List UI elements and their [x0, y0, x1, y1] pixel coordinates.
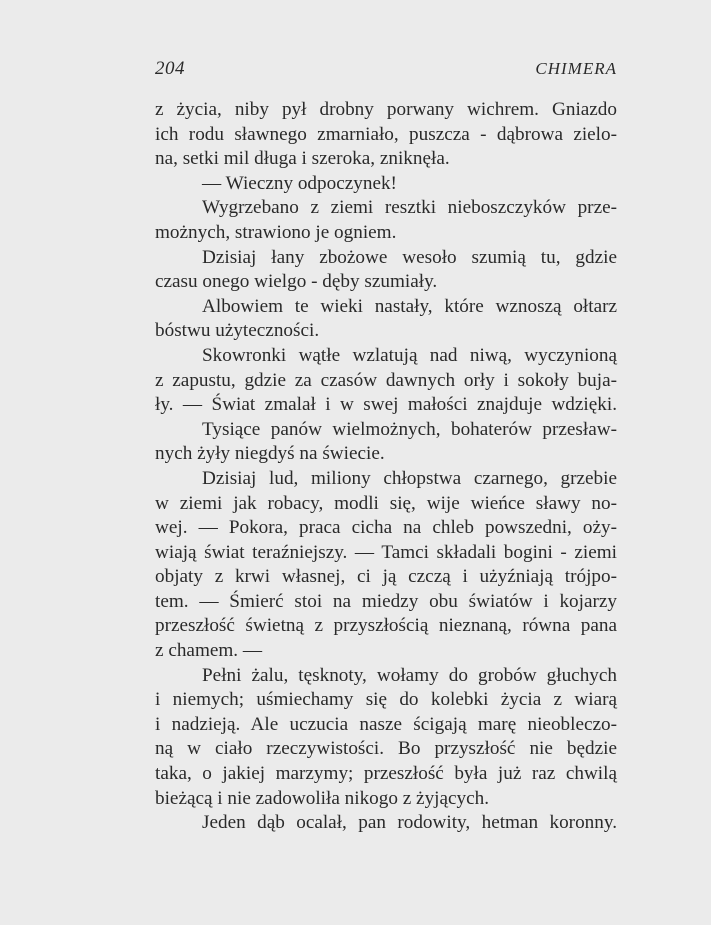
text-line: Albowiem te wieki nastały, które wznoszą ołtarz [202, 295, 617, 317]
text-line: i nadzieją. Ale uczucia nasze ścigają marę nieobleczo- [155, 713, 617, 735]
text-line: z zapustu, gdzie za czasów dawnych orły i sokoły buja- [155, 369, 617, 391]
running-title: CHIMERA [535, 59, 617, 78]
text-line: Pełni żalu, tęsknoty, wołamy do grobów głuchych [202, 664, 617, 686]
running-head [155, 58, 617, 88]
text-line: bóstwu użyteczności. [155, 320, 320, 342]
text-line: bieżącą i nie zadowoliła nikogo z żyjących. [155, 787, 490, 809]
text-line: Dzisiaj łany zbożowe wesoło szumią tu, gdzie [202, 246, 617, 268]
text-line: tem. — Śmierć stoi na miedzy obu światów i kojarzy [155, 590, 617, 612]
body-text [155, 98, 617, 836]
text-line: ich rodu sławnego zmarniało, puszcza - dąbrowa zielo- [155, 123, 617, 145]
text-line: i niemych; uśmiechamy się do kolebki życia z wiarą [155, 689, 617, 711]
text-line: z życia, niby pył drobny porwany wichrem. Gniazdo [155, 99, 617, 120]
text-line: ną w ciało rzeczywistości. Bo przyszłość nie będzie [155, 738, 617, 760]
text-line: czasu onego wielgo - dęby szumiały. [155, 271, 438, 293]
text-line: Wygrzebano z ziemi resztki nieboszczyków prze- [202, 197, 617, 219]
text-line: — Wieczny odpoczynek! [202, 172, 397, 194]
page-number: 204 [155, 58, 185, 79]
text-line: z chamem. — [155, 640, 263, 662]
text-line: wej. — Pokora, praca cicha na chleb powszedni, oży- [155, 517, 617, 539]
text-line: Tysiące panów wielmożnych, bohaterów przesław- [202, 418, 617, 440]
text-line: Skowronki wątłe wzlatują nad niwą, wyczynioną [202, 344, 617, 366]
text-line: możnych, strawiono je ogniem. [155, 221, 397, 243]
book-page [155, 58, 617, 836]
text-line: w ziemi jak robacy, modli się, wije wieńce sławy no- [155, 492, 617, 514]
text-line: taka, o jakiej marzymy; przeszłość była już raz chwilą [155, 763, 617, 785]
text-line: objaty z krwi własnej, ci ją czczą i użyźniają trójpo- [155, 566, 617, 588]
text-line: Jeden dąb ocalał, pan rodowity, hetman koronny. [202, 812, 617, 834]
text-line: na, setki mil długa i szeroka, zniknęła. [155, 148, 450, 170]
text-line: przeszłość świetną z przyszłością nieznaną, równa pana [155, 615, 617, 637]
text-line: wiają świat teraźniejszy. — Tamci składali bogini - ziemi [155, 541, 617, 563]
text-line: Dzisiaj lud, miliony chłopstwa czarnego, grzebie [202, 467, 617, 489]
text-line: ły. — Świat zmalał i w swej małości znajduje wdzięki. [155, 394, 617, 416]
text-line: nych żyły niegdyś na świecie. [155, 443, 385, 465]
